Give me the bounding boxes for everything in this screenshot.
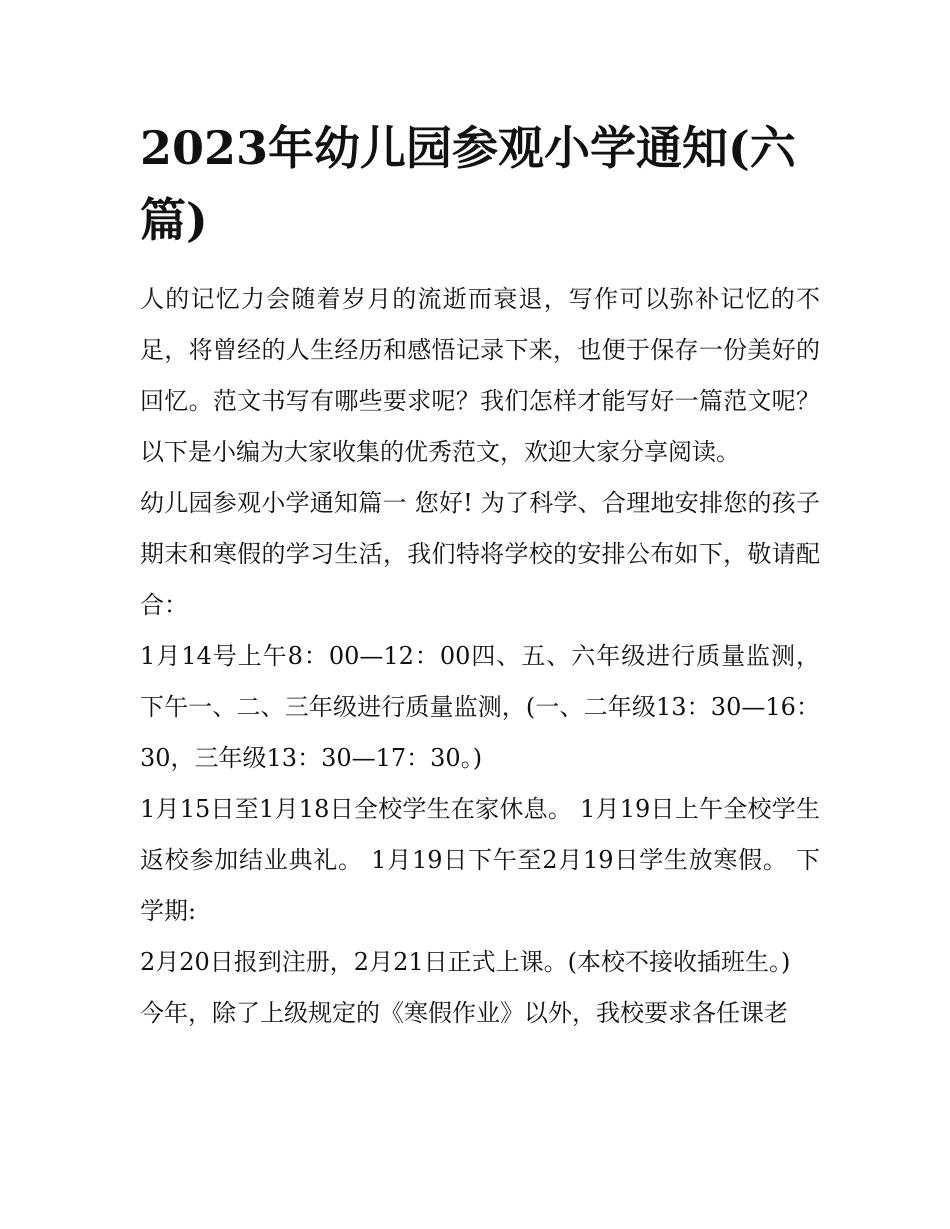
document-page [140,112,820,1039]
holiday-schedule-paragraph: 1月15日至1月18日全校学生在家休息。 1月19日上午全校学生返校参加结业典礼。 1月19日下午至2月19日学生放寒假。 下学期: [140,795,820,925]
registration-paragraph: 2月20日报到注册，2月21日正式上课。(本校不接收插班生。) [140,948,791,976]
homework-paragraph: 今年，除了上级规定的《寒假作业》以外，我校要求各任课老 [140,999,788,1027]
notice-paragraph: 幼儿园参观小学通知篇一 您好! 为了科学、合理地安排您的孩子期末和寒假的学习生活，我们特将学校的安排公布如下，敬请配合： [140,489,820,619]
exam-schedule-paragraph: 1月14号上午8：00—12：00四、五、六年级进行质量监测，下午一、二、三年级进行质量监测，(一、二年级13：30—16：30，三年级13：30—17：30。) [140,642,820,772]
document-title: 2023年幼儿园参观小学通知(六篇) [140,121,796,247]
intro-paragraph: 人的记忆力会随着岁月的流逝而衰退，写作可以弥补记忆的不足，将曾经的人生经历和感悟记录下来，也便于保存一份美好的回忆。范文书写有哪些要求呢？我们怎样才能写好一篇范文呢？以下是小编为大家收集的优秀范文，欢迎大家分享阅读。 [140,285,820,466]
